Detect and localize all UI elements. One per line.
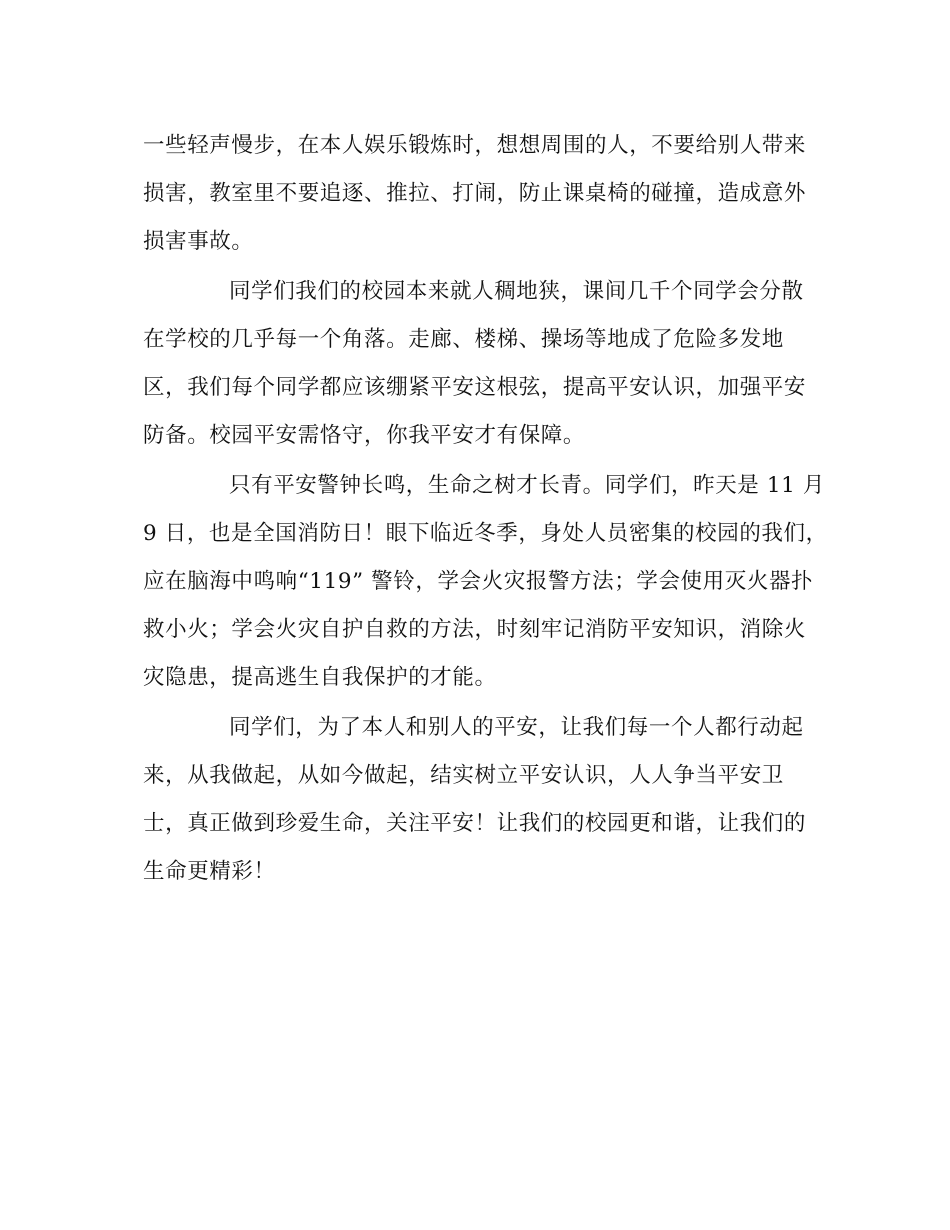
paragraph-2 <box>143 268 808 460</box>
paragraph-1 <box>143 122 808 266</box>
paragraph-3 <box>143 462 828 702</box>
text-line: 只有平安警钟长鸣，生命之树才长青。同学们，昨天是 11 月 <box>229 473 825 498</box>
text-line: 应在脑海中鸣响“119” 警铃，学会火灾报警方法；学会使用灭火器扑 <box>143 569 814 594</box>
paragraph-4 <box>143 704 808 896</box>
text-line: 同学们，为了本人和别人的平安，让我们每一个人都行动起 <box>229 715 804 740</box>
text-line: 在学校的几乎每一个角落。走廊、楼梯、操场等地成了危险多发地 <box>143 327 784 352</box>
text-line: 防备。校园平安需恪守，你我平安才有保障。 <box>143 423 586 448</box>
text-line: 9 日，也是全国消防日！眼下临近冬季，身处人员密集的校园的我们， <box>143 521 828 546</box>
text-line: 灾隐患，提高逃生自我保护的才能。 <box>143 665 497 690</box>
text-line: 损害事故。 <box>143 229 254 254</box>
text-line: 损害，教室里不要追逐、推拉、打闹，防止课桌椅的碰撞，造成意外 <box>143 181 807 206</box>
text-line: 区，我们每个同学都应该绷紧平安这根弦，提高平安认识，加强平安 <box>143 375 807 400</box>
text-line: 救小火；学会火灾自护自救的方法，时刻牢记消防平安知识，消除火 <box>143 617 807 642</box>
text-line: 生命更精彩！ <box>143 859 276 884</box>
text-line: 士，真正做到珍爱生命，关注平安！让我们的校园更和谐，让我们的 <box>143 811 807 836</box>
text-line: 来，从我做起，从如今做起，结实树立平安认识，人人争当平安卫 <box>143 763 784 788</box>
document-body <box>143 122 828 896</box>
text-line: 同学们我们的校园本来就人稠地狭，课间几千个同学会分散 <box>229 279 804 304</box>
text-line: 一些轻声慢步，在本人娱乐锻炼时，想想周围的人，不要给别人带来 <box>143 133 807 158</box>
